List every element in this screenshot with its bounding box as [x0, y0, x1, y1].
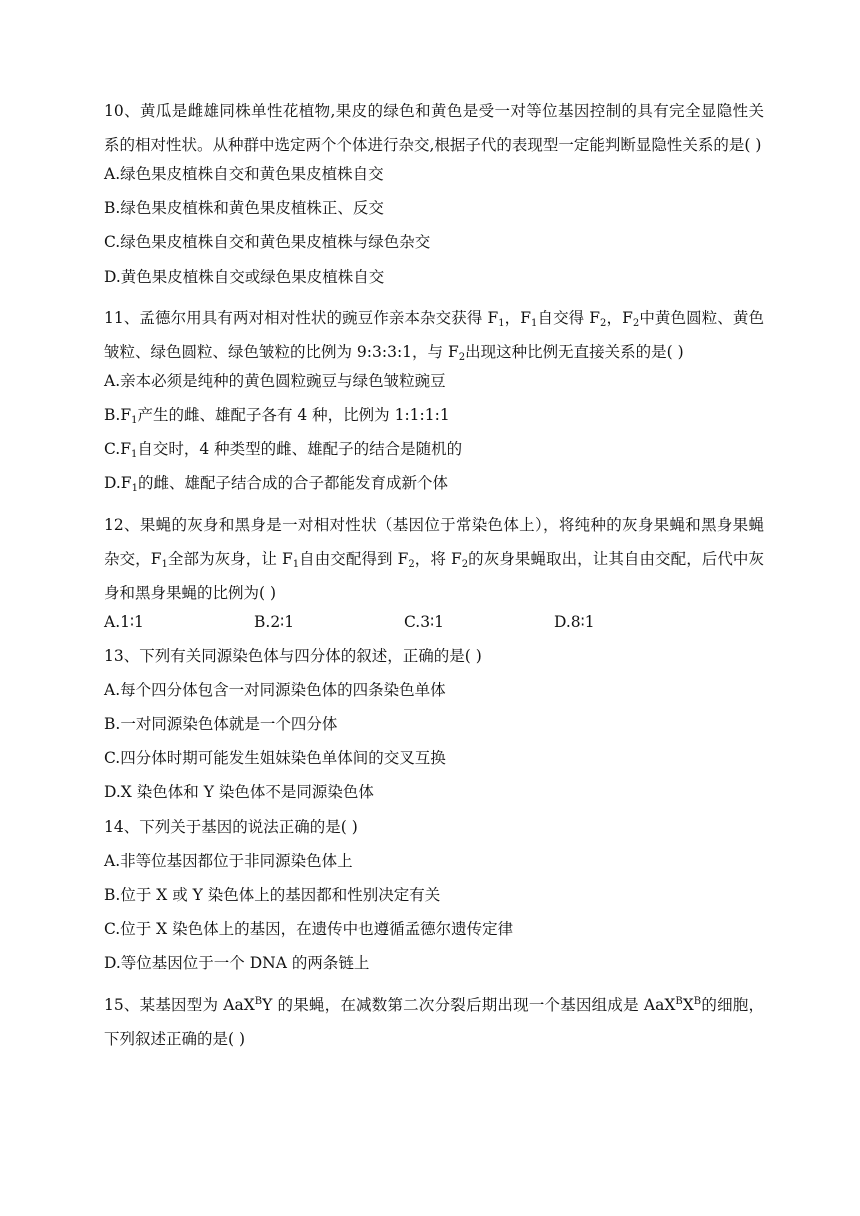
question-15-stem: 15、某基因型为 AaX$^B$Y 的果蝇，在减数第二次分裂后期出现一个基因组成是 $AaX^BX^B$的细胞，下列叙述正确的是( ) — [104, 995, 764, 1048]
question-12-option-d: D.8∶1 — [554, 612, 595, 631]
question-10-option-a: A.绿色果皮植株自交和黄色果皮植株自交 — [104, 165, 384, 183]
question-12-option-c: C.3∶1 — [404, 612, 444, 631]
question-13-stem: 13、下列有关同源染色体与四分体的叙述，正确的是( ) — [104, 646, 482, 665]
question-12-stem: 12、果蝇的灰身和黑身是一对相对性状（基因位于常染色体上），将纯种的灰身果蝇和黑身果蝇杂交，$F_1$全部为灰身，让 $F_1$自由交配得到 $F_2$，将 $F_2$的灰身果蝇取出，让其自由交配，后代中灰身和黑身果蝇的比例为( ) — [104, 515, 764, 602]
question-10-option-d: D.黄色果皮植株自交或绿色果皮植株自交 — [104, 267, 385, 286]
question-14-option-d: D.等位基因位于一个 DNA 的两条链上 — [104, 954, 370, 973]
question-10-option-b: B.绿色果皮植株和黄色果皮植株正、反交 — [104, 199, 384, 218]
question-10-option-c: C.绿色果皮植株自交和黄色果皮植株与绿色杂交 — [104, 233, 431, 252]
question-14-option-c: C.位于 X 染色体上的基因，在遗传中也遵循孟德尔遗传定律 — [104, 920, 514, 939]
question-13-option-c: C.四分体时期可能发生姐妹染色单体间的交叉互换 — [104, 749, 446, 768]
question-11-option-d: $D.F_1$的雌、雄配子结合成的合子都能发育成新个体 — [104, 474, 448, 495]
question-13-option-a: A.每个四分体包含一对同源染色体的四条染色单体 — [104, 680, 446, 699]
question-12-options — [104, 612, 764, 632]
question-13-option-d: D.X 染色体和 Y 染色体不是同源染色体 — [104, 783, 374, 802]
question-11-option-b: $B.F_1$产生的雌、雄配子各有 4 种，比例为 1:1:1:1 — [104, 405, 450, 426]
question-12-option-b: B.2∶1 — [254, 612, 295, 631]
question-sheet — [104, 100, 764, 1056]
question-12-option-a: A.1∶1 — [104, 612, 144, 631]
question-14-option-b: B.位于 X 或 Y 染色体上的基因都和性别决定有关 — [104, 886, 441, 904]
question-14-stem: 14、下列关于基因的说法正确的是( ) — [104, 817, 358, 836]
question-11-option-c: $C.F_1$自交时，4 种类型的雌、雄配子的结合是随机的 — [104, 440, 463, 461]
question-14-option-a: A.非等位基因都位于非同源染色体上 — [104, 851, 353, 870]
question-11-stem: 11、孟德尔用具有两对相对性状的豌豆作亲本杂交获得 $F_1$，$F_1$自交得 $F_2$，$F_2$中黄色圆粒、黄色皱粒、绿色圆粒、绿色皱粒的比例为 9:3:3:1，与 $F_2$出现这种比例无直接关系的是( ) — [104, 308, 764, 363]
question-10-stem: 10、黄瓜是雌雄同株单性花植物,果皮的绿色和黄色是受一对等位基因控制的具有完全显隐性关系的相对性状。从种群中选定两个个体进行杂交,根据子代的表现型一定能判断显隐性关系的是( ) — [104, 102, 764, 154]
question-11-option-a: A.亲本必须是纯种的黄色圆粒豌豆与绿色皱粒豌豆 — [104, 371, 446, 390]
question-13-option-b: B.一对同源染色体就是一个四分体 — [104, 715, 338, 734]
